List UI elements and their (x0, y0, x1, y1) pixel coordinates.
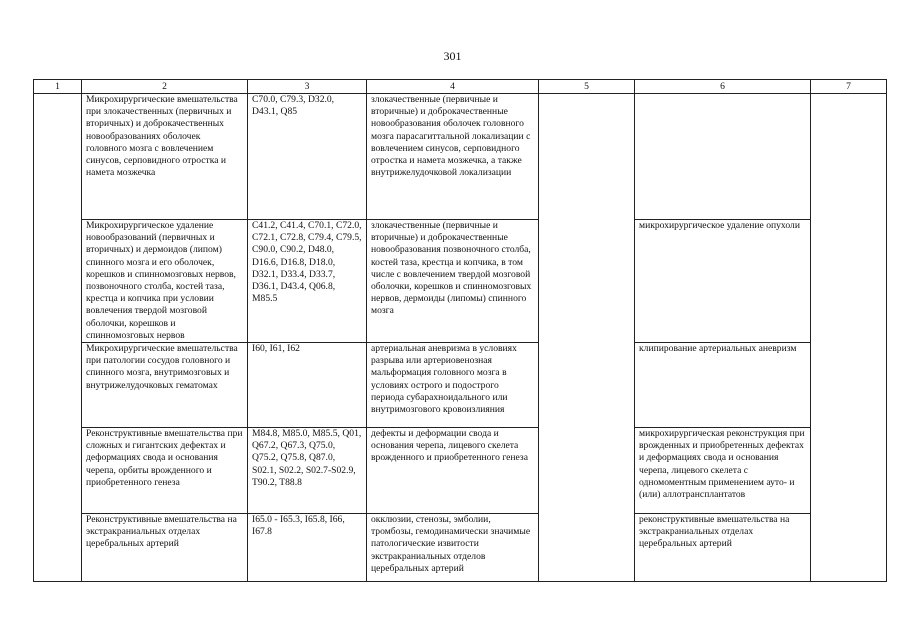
treatment-method-cell: реконструктивные вмешательства на экстракраниальных отделах церебральных артерий (635, 514, 811, 582)
table-row (34, 428, 887, 514)
page-number: 301 (443, 49, 462, 63)
col1-cell (34, 94, 82, 582)
icd-codes-cell: M84.8, M85.0, M85.5, Q01, Q67.2, Q67.3, Q75.0, Q75.2, Q75.8, Q87.0, S02.1, S02.2, S02.7-S02.9, T90.2, T88.8 (248, 428, 367, 514)
treatment-method-cell: микрохирургическая реконструкция при врожденных и приобретенных дефектах и деформациях свода и основания черепа, лицевого скелета с одномоментным применением ауто- и (или) аллотрансплантатов (635, 428, 811, 514)
intervention-name-cell: Микрохирургические вмешательства при злокачественных (первичных и вторичных) и доброкачественных новообразованиях оболочек головного мозга с вовлечением синусов, серповидного отростка и намета мозжечка (82, 94, 248, 220)
column-header-7: 7 (811, 80, 887, 94)
table-header-row (34, 80, 887, 94)
icd-codes-cell: I60, I61, I62 (248, 343, 367, 428)
diagnosis-cell: артериальная аневризма в условиях разрыва или артериовенозная мальформация головного мозга в условиях острого и подострого периода субарахноидального или внутримозгового кровоизлияния (367, 343, 539, 428)
column-header-4: 4 (367, 80, 539, 94)
icd-codes-cell: I65.0 - I65.3, I65.8, I66, I67.8 (248, 514, 367, 582)
table-row (34, 514, 887, 582)
diagnosis-cell: злокачественные (первичные и вторичные) и доброкачественные новообразования оболочек головного мозга парасагиттальной локализации с вовлечением синусов, серповидного отростка и намета мозжечка, а также внутрижелудочковой локализации (367, 94, 539, 220)
diagnosis-cell: злокачественные (первичные и вторичные) и доброкачественные новообразования позвоночного столба, костей таза, крестца и копчика, в том числе с вовлечением твердой мозговой оболочки, корешков и спинномозговых нервов, дермоиды (липомы) спинного мозга (367, 220, 539, 343)
column-header-3: 3 (248, 80, 367, 94)
column-header-1: 1 (34, 80, 82, 94)
intervention-name-cell: Реконструктивные вмешательства при сложных и гигантских дефектах и деформациях свода и основания черепа, орбиты врожденного и приобретенного генеза (82, 428, 248, 514)
treatment-method-cell: микрохирургическое удаление опухоли (635, 220, 811, 343)
column-header-6: 6 (635, 80, 811, 94)
diagnosis-cell: дефекты и деформации свода и основания черепа, лицевого скелета врожденного и приобретенного генеза (367, 428, 539, 514)
intervention-name-cell: Микрохирургические вмешательства при патологии сосудов головного и спинного мозга, внутримозговых и внутрижелудочковых гематомах (82, 343, 248, 428)
procedures-table (33, 79, 887, 582)
column-header-2: 2 (82, 80, 248, 94)
table-row (34, 343, 887, 428)
table-row (34, 94, 887, 220)
col7-cell (811, 94, 887, 582)
column-header-5: 5 (539, 80, 635, 94)
icd-codes-cell: C41.2, C41.4, C70.1, C72.0, C72.1, C72.8, C79.4, C79.5, C90.0, C90.2, D48.0, D16.6, D16.8, D18.0, D32.1, D33.4, D33.7, D36.1, D43.4, Q06.8, M85.5 (248, 220, 367, 343)
col5-cell (539, 94, 635, 582)
page-bottom-edge (0, 622, 905, 640)
treatment-method-cell: клипирование артериальных аневризм (635, 343, 811, 428)
intervention-name-cell: Реконструктивные вмешательства на экстракраниальных отделах церебральных артерий (82, 514, 248, 582)
diagnosis-cell: окклюзии, стенозы, эмболии, тромбозы, гемодинамически значимые патологические извитости экстракраниальных отделов церебральных артерий (367, 514, 539, 582)
intervention-name-cell: Микрохирургическое удаление новообразований (первичных и вторичных) и дермоидов (липом) спинного мозга и его оболочек, корешков и спинномозговых нервов, позвоночного столба, костей таза, крестца и копчика при условии вовлечения твердой мозговой оболочки, корешков и спинномозговых нервов (82, 220, 248, 343)
table-row (34, 220, 887, 343)
icd-codes-cell: C70.0, C79.3, D32.0, D43.1, Q85 (248, 94, 367, 220)
treatment-method-cell (635, 94, 811, 220)
